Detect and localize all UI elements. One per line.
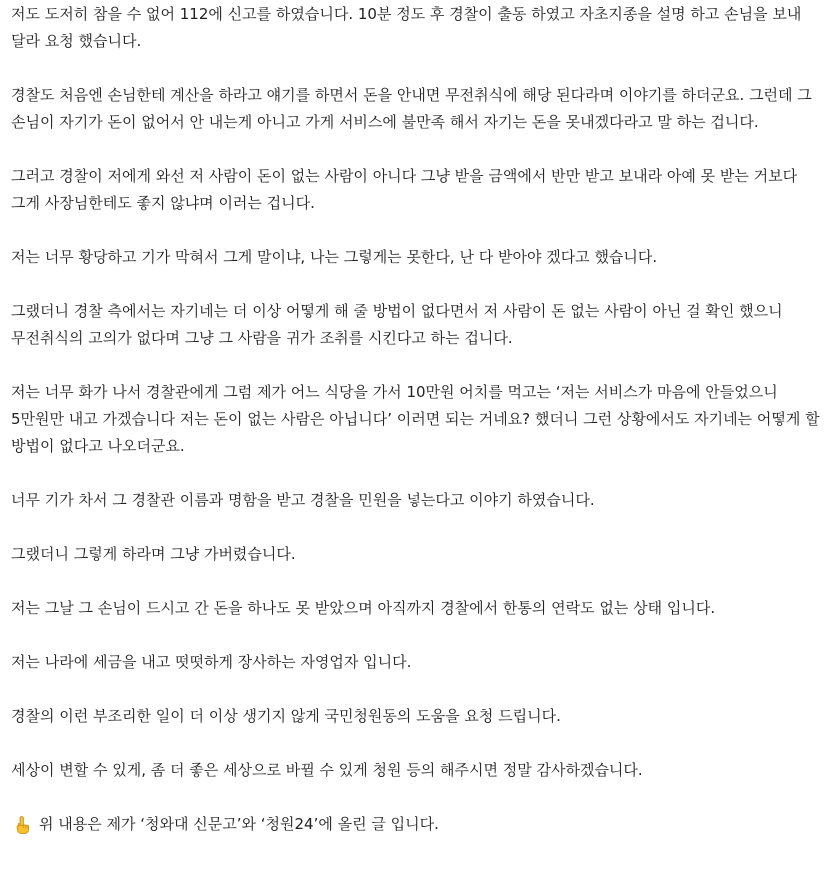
paragraph-9: 저는 그날 그 손님이 드시고 간 돈을 하나도 못 받았으며 아직까지 경찰에서 한통의 연락도 없는 상태 입니다. (11, 599, 716, 617)
document-body (11, 0, 821, 838)
pointing-hand-icon (13, 815, 33, 835)
paragraph-8: 그랬더니 그렇게 하라며 그냥 가버렸습니다. (11, 545, 296, 563)
paragraph-7: 너무 기가 차서 그 경찰관 이름과 명함을 받고 경찰을 민원을 넣는다고 이야기 하였습니다. (11, 491, 595, 509)
paragraph-10: 저는 나라에 세금을 내고 떳떳하게 장사하는 자영업자 입니다. (11, 653, 412, 671)
paragraph-11: 경찰의 이런 부조리한 일이 더 이상 생기지 않게 국민청원동의 도움을 요청 드립니다. (11, 707, 561, 725)
paragraph-1: 저도 도저히 참을 수 없어 112에 신고를 하였습니다. 10분 정도 후 경찰이 출동 하였고 자초지종을 설명 하고 손님을 보내 달라 요청 했습니다. (11, 5, 802, 50)
paragraph-3: 그러고 경찰이 저에게 와선 저 사람이 돈이 없는 사람이 아니다 그냥 받을 금액에서 반만 받고 보내라 아예 못 받는 거보다 그게 사장님한테도 좋지 않냐며 이러는 겁니다. (11, 167, 798, 212)
paragraph-12: 세상이 변할 수 있게, 좀 더 좋은 세상으로 바뀔 수 있게 청원 등의 해주시면 정말 감사하겠습니다. (11, 761, 643, 779)
paragraph-2: 경찰도 처음엔 손님한테 계산을 하라고 얘기를 하면서 돈을 안내면 무전취식에 해당 된다라며 이야기를 하더군요. 그런데 그 손님이 자기가 돈이 없어서 안 내는게 아니고 가게 서비스에 불만족 해서 자기는 돈을 못내겠다라고 말 하는 겁니다. (11, 86, 812, 131)
paragraph-5: 그랬더니 경찰 측에서는 자기네는 더 이상 어떻게 해 줄 방법이 없다면서 저 사람이 돈 없는 사람이 아닌 걸 확인 했으니 무전취식의 고의가 없다며 그냥 그 사람을 귀가 조취를 시킨다고 하는 겁니다. (11, 302, 783, 347)
footer-note (11, 811, 821, 838)
footer-text: 위 내용은 제가 ‘청와대 신문고’와 ‘청원24’에 올린 글 입니다. (39, 815, 439, 833)
paragraph-6: 저는 너무 화가 나서 경찰관에게 그럼 제가 어느 식당을 가서 10만원 어치를 먹고는 ‘저는 서비스가 마음에 안들었으니 5만원만 내고 가겠습니다 저는 돈이 없는 사람은 아닙니다’ 이러면 되는 거네요? 했더니 그런 상황에서도 자기네는 어떻게 할 방법이 없다고 나오더군요. (11, 383, 820, 455)
paragraph-4: 저는 너무 황당하고 기가 막혀서 그게 말이냐, 나는 그렇게는 못한다, 난 다 받아야 겠다고 했습니다. (11, 248, 658, 266)
